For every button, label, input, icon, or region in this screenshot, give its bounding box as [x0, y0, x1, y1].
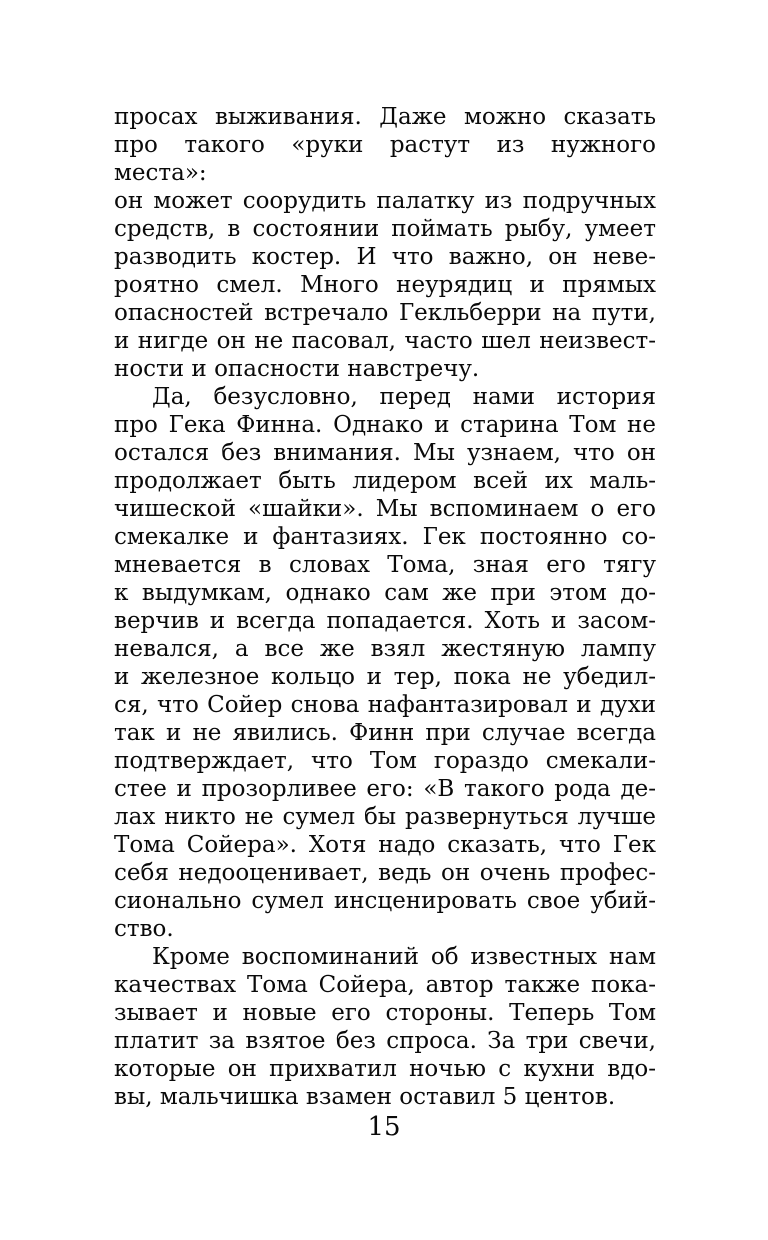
- text-line: ности и опасности навстречу.: [114, 356, 480, 382]
- text-line: к выдумкам, однако сам же при этом до-: [114, 580, 656, 606]
- text-line: платит за взятое без спроса. За три свечи,: [114, 1028, 656, 1054]
- paragraph: [114, 383, 656, 943]
- text-line: сионально сумел инсценировать свое убий-: [114, 888, 656, 914]
- text-line: Кроме воспоминаний об известных нам: [152, 944, 656, 970]
- text-line: и нигде он не пасовал, часто шел неизвест-: [114, 328, 656, 354]
- text-line: продолжает быть лидером всей их маль-: [114, 468, 656, 494]
- text-line: ся, что Сойер снова нафантазировал и духи: [114, 692, 656, 718]
- text-line: мневается в словах Тома, зная его тягу: [114, 552, 656, 578]
- text-line: и железное кольцо и тер, пока не убедил-: [114, 664, 656, 690]
- text-line: средств, в состоянии поймать рыбу, умеет: [114, 216, 656, 242]
- page-text: [114, 103, 656, 1111]
- text-line: Тома Сойера». Хотя надо сказать, что Гек: [114, 832, 656, 858]
- text-line: он может соорудить палатку из подручных: [114, 188, 656, 214]
- text-line: про Гека Финна. Однако и старина Том не: [114, 412, 656, 438]
- text-line: опасностей встречало Гекльберри на пути,: [114, 300, 656, 326]
- text-line: остался без внимания. Мы узнаем, что он: [114, 440, 656, 466]
- text-line: разводить костер. И что важно, он неве-: [114, 244, 656, 270]
- text-line: роятно смел. Много неурядиц и прямых: [114, 272, 656, 298]
- text-line: ство.: [114, 916, 174, 942]
- text-line: Да, безусловно, перед нами история: [152, 384, 656, 410]
- text-line: просах выживания. Даже можно сказать: [114, 104, 656, 130]
- text-line: лах никто не сумел бы развернуться лучше: [114, 804, 656, 830]
- text-line: чишеской «шайки». Мы вспоминаем о его: [114, 496, 656, 522]
- text-line: подтверждает, что Том гораздо смекали-: [114, 748, 656, 774]
- text-line: невался, а все же взял жестяную лампу: [114, 636, 656, 662]
- text-line: про такого «руки растут из нужного места»:: [114, 132, 656, 186]
- text-line: качествах Тома Сойера, автор также пока-: [114, 972, 656, 998]
- paragraph: [114, 943, 656, 1111]
- text-line: верчив и всегда попадается. Хоть и засом-: [114, 608, 656, 634]
- text-line: смекалке и фантазиях. Гек постоянно со-: [114, 524, 656, 550]
- paragraph: [114, 103, 656, 383]
- text-line: себя недооценивает, ведь он очень профес-: [114, 860, 656, 886]
- text-line: вы, мальчишка взамен оставил 5 центов.: [114, 1084, 616, 1110]
- text-line: стее и прозорливее его: «В такого рода де-: [114, 776, 656, 802]
- text-line: зывает и новые его стороны. Теперь Том: [114, 1000, 656, 1026]
- page-number: 15: [367, 1112, 401, 1142]
- text-line: так и не явились. Финн при случае всегда: [114, 720, 656, 746]
- text-line: которые он прихватил ночью с кухни вдо-: [114, 1056, 656, 1082]
